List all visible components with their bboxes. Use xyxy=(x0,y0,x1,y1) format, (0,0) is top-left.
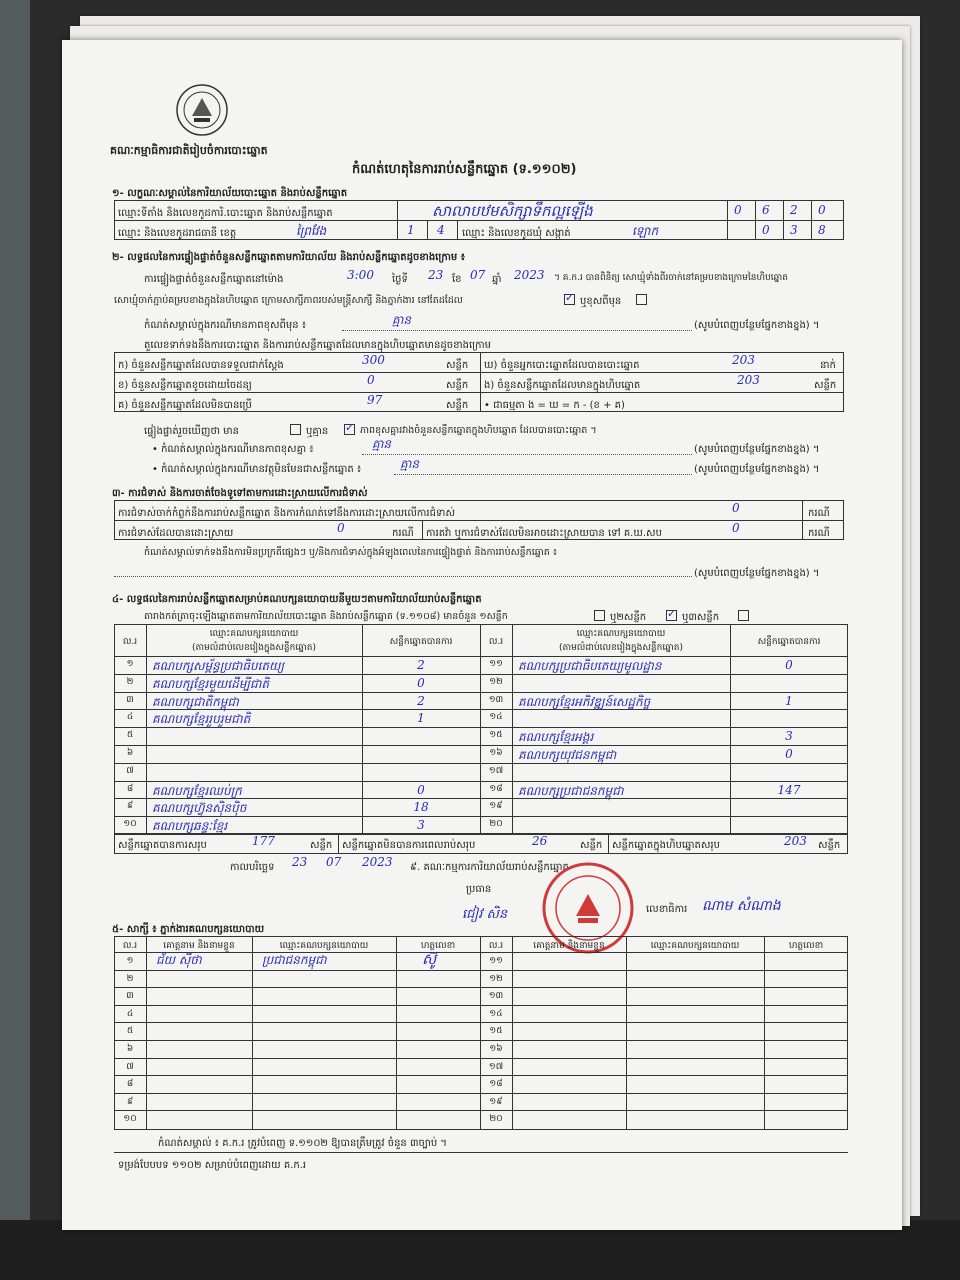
verify-time: 3:00 xyxy=(347,268,374,282)
secretary-name: ណាម សំណាង xyxy=(702,898,781,914)
province-label: ឈ្មោះ និងលេខកូដរាជធានី ខេត្ត xyxy=(118,228,237,239)
commune-code-2: 3 xyxy=(790,223,798,237)
result-party-name: គណបក្សឆន្ទៈខ្មែរ xyxy=(152,819,228,834)
result-row-number: ៣ xyxy=(126,694,134,705)
result-votes: 0 xyxy=(785,747,793,761)
result-row-number: ១៧ xyxy=(488,765,504,776)
spoiled-value: 0 xyxy=(367,373,375,387)
sum-row xyxy=(114,834,848,854)
witness-row-number: ៤ xyxy=(126,1008,134,1019)
section3-heading: ៣- ការជំទាស់ និងការចាត់ចែងទូទៅតាមការដោះស្រាយលើការជំទាស់ xyxy=(112,488,368,499)
witness-row-number: ៨ xyxy=(126,1079,134,1090)
note-fill-hint: (សូមបំពេញបន្ថែមផ្នែកខាងខ្នង) ។ xyxy=(694,320,820,331)
org-name: គណៈកម្មាធិការជាតិរៀបចំការបោះឆ្នោត xyxy=(110,144,268,157)
result-row-number: ៩ xyxy=(126,801,134,812)
verify-line-tail: ។ គ.ក.រ បានពិនិត្យ សោឃ្មុំទាំងពីរចាក់នៅគម្របខាងក្រោមនៃហិបឆ្នោត xyxy=(554,273,788,283)
result-row-number: ៥ xyxy=(126,730,134,741)
objection-row2-value: 0 xyxy=(337,521,345,535)
voters-label: ឃ) ចំនួនអ្នកបោះឆ្នោតដែលបានបោះឆ្នោត xyxy=(484,360,640,371)
changed-checkbox[interactable] xyxy=(636,294,647,305)
result-row-number: ១៨ xyxy=(489,783,503,794)
w-col-no-left: ល.រ xyxy=(122,941,138,951)
three-sheet-label: ឬ៣សន្លឹក xyxy=(682,612,720,623)
result-row-number: ១១ xyxy=(489,659,503,669)
witness-row-number: ៩ xyxy=(126,1096,134,1107)
col-no-right: ល.រ xyxy=(488,637,504,647)
unit: ករណី xyxy=(808,528,830,539)
date-day: 23 xyxy=(292,855,308,869)
result-row-number: ១០ xyxy=(123,819,137,830)
verify-year: 2023 xyxy=(514,268,545,282)
commune-code-3: 8 xyxy=(818,223,826,237)
section1-heading: ១- លក្ខណៈសម្គាល់នៃការិយាល័យបោះឆ្នោត និងរាប់សន្លឹកឆ្នោត xyxy=(112,188,348,199)
witness-row-number: ១៨ xyxy=(489,1079,503,1090)
section4-heading: ៤- លទ្ធផលនៃការរាប់សន្លឹកឆ្នោតសម្រាប់គណបក្សនយោបាយនីមួយៗតាមការិយាល័យរាប់សន្លឹកឆ្នោត xyxy=(112,594,482,605)
chair-label: ប្រធាន xyxy=(466,884,492,895)
day-label: ថ្ងៃទី xyxy=(392,274,408,285)
year-label: ឆ្នាំ xyxy=(492,274,502,285)
witness-row-number: ១៣ xyxy=(488,991,504,1002)
witness-row-number: ២០ xyxy=(489,1114,503,1125)
note-value: គ្មាន xyxy=(392,313,412,327)
unit: សន្លឹក xyxy=(818,840,841,851)
w-col-name-right: គោត្តនាម និងនាមខ្លួន xyxy=(533,941,605,951)
result-votes: 1 xyxy=(785,693,793,708)
result-votes: 3 xyxy=(785,729,793,744)
note2-fill-hint: (សូមបំពេញបន្ថែមផ្នែកខាងខ្នង) ។ xyxy=(694,444,820,455)
result-party-name: គណបក្សជាតិកម្ពុជា xyxy=(152,694,239,709)
unused-value: 97 xyxy=(367,393,383,407)
result-row-number: ៤ xyxy=(126,712,134,723)
received-label: ក) ចំនួនសន្លឹកឆ្នោតដែលបានទទួលជាក់ស្តែង xyxy=(118,360,284,371)
result-row-number: ១៥ xyxy=(489,730,503,741)
objection-row1: ការជំទាស់ចាក់កំព្លក់នឹងការរាប់សន្លឹកឆ្នោត និងការកំណត់ទៅនឹងការដោះស្រាយលើការជំទាស់ xyxy=(118,508,455,519)
note3-value: គ្មាន xyxy=(400,457,420,471)
three-sheet-checkbox[interactable] xyxy=(738,610,749,621)
col-party-left: ឈ្មោះគណបក្សនយោបាយ xyxy=(209,629,299,639)
witness-row-number: ១៥ xyxy=(489,1026,503,1037)
footer-note: កំណត់សម្គាល់ ៖ គ.ក.រ ត្រូវបំពេញ ទ.១១០២ ឱ្យបានត្រឹមត្រូវ ចំនួន ៣ច្បាប់ ។ xyxy=(158,1138,447,1149)
background-left xyxy=(0,0,30,1280)
result-row-number: ៦ xyxy=(126,748,134,758)
diff-tail: ភាពខុសគ្នារវាងចំនួនសន្លឹកឆ្នោតក្នុងហិបឆ្នោត ដែលបានបោះឆ្នោត ។ xyxy=(360,425,597,436)
location-code-4: 0 xyxy=(818,203,826,217)
spoiled-label: ខ) ចំនួនសន្លឹកឆ្នោតខូចដោយចៃដន្យ xyxy=(118,380,252,391)
location-code-3: 2 xyxy=(790,203,798,217)
formula: • ជាធម្មតា ង = ឃ = ក - (ខ + គ) xyxy=(484,400,625,411)
form-sheet xyxy=(62,40,902,1230)
w-col-sign-right: ហត្ថលេខា xyxy=(788,941,824,951)
verify-day: 23 xyxy=(428,268,444,282)
check-line: ផ្ទៀងផ្ទាត់រួចឃើញថា មាន xyxy=(144,426,240,437)
result-votes: 0 xyxy=(417,675,425,690)
sum3-label: សន្លឹកឆ្នោតក្នុងហិបឆ្នោតសរុប xyxy=(612,840,720,851)
in-box-value: 203 xyxy=(737,373,760,387)
sum1-value: 177 xyxy=(252,834,275,848)
objection-row2b-value: 0 xyxy=(732,521,740,535)
sum2-value: 26 xyxy=(532,834,548,848)
result-party-name: គណបក្សហ៊្វុនស៊ិនប៉ិច xyxy=(152,801,247,816)
result-row-number: ១៤ xyxy=(489,712,503,723)
witness-signature: ស៊ូ xyxy=(422,950,437,968)
lock-line: សោឃ្មុំចាក់ភ្ជាប់គម្របខាងក្នុងនៃហិបឆ្នោត ក្រោមសាក្សីភាពរបស់មន្ត្រីសាក្សី និងភ្នាក់ងារ នៅតែដដែល xyxy=(114,295,463,306)
w-col-no-right: ល.រ xyxy=(488,941,504,951)
note3-fill-hint: (សូមបំពេញបន្ថែមផ្នែកខាងខ្នង) ។ xyxy=(694,464,820,475)
unit: សន្លឹក xyxy=(310,840,333,851)
result-party-name: គណបក្សខ្មែរឈប់ក្រ xyxy=(152,783,242,798)
result-votes: 0 xyxy=(417,782,425,797)
two-sheet-checkbox[interactable] xyxy=(666,610,677,621)
received-value: 300 xyxy=(362,353,385,367)
result-votes: 1 xyxy=(417,711,425,726)
result-party-name: គណបក្សខ្មែរអភិវឌ្ឍន៍សេដ្ឋកិច្ច xyxy=(518,694,651,709)
location-value: សាលាបឋមសិក្សាទឹកល្អឡើង xyxy=(432,202,593,220)
w-col-name-left: គោត្តនាម និងនាមខ្លួន xyxy=(163,941,235,951)
location-code-2: 6 xyxy=(762,203,770,217)
commune-code-1: 0 xyxy=(762,223,770,237)
unit: នាក់ xyxy=(820,360,836,371)
witness-row-number: ១២ xyxy=(489,973,503,984)
witness-row-number: ៥ xyxy=(126,1026,134,1037)
col-party-right: ឈ្មោះគណបក្សនយោបាយ xyxy=(576,629,666,639)
verify-line-text: ការផ្ទៀងផ្ទាត់ចំនួនសន្លឹកឆ្នោតនៅម៉ោង xyxy=(144,274,284,285)
objection-note: កំណត់សម្គាល់ទាក់ទងនឹងការមិនប្រក្រតីផ្សេងៗ ឬ/និងការជំទាស់ក្នុងអំឡុងពេលនៃការផ្ទៀងផ្ទាត់ និងការរាប់សន្លឹកឆ្នោត ៖ xyxy=(144,547,557,558)
s4-intro: តារាងកត់ត្រាចុះឡើងឆ្នោតតាមការិយាល័យបោះឆ្នោត និងរាប់សន្លឹកឆ្នោត (ទ.១១០៨) មានចំនួន ១សន្លឹក xyxy=(144,611,508,622)
result-row-number: ១៦ xyxy=(489,748,503,758)
verify-month: 07 xyxy=(470,268,486,282)
note-label: កំណត់សម្គាល់ក្នុងករណីមានភាពខុសពីមុន ៖ xyxy=(144,320,307,331)
month-label: ខែ xyxy=(452,274,462,285)
sum1-label: សន្លឹកឆ្នោតបានការសរុប xyxy=(118,840,207,851)
result-row-number: ៧ xyxy=(126,765,134,776)
witness-row-number: ៦ xyxy=(126,1044,134,1054)
witness-row-number: ៧ xyxy=(126,1061,134,1072)
note2-label: • កំណត់សម្គាល់ក្នុងករណីមានភាពខុសគ្នា ៖ xyxy=(152,444,314,455)
result-row-number: ២ xyxy=(126,676,134,687)
result-party-name: គណបក្សខ្មែរអង្គរ xyxy=(518,730,594,745)
witness-row-number: ១៩ xyxy=(489,1096,503,1107)
same-checkbox[interactable] xyxy=(564,294,575,305)
w-col-party-left: ឈ្មោះគណបក្សនយោបាយ xyxy=(279,941,369,951)
has-diff-checkbox[interactable] xyxy=(290,424,301,435)
result-row-number: ១២ xyxy=(489,676,503,687)
witness-row-number: ១ xyxy=(126,956,134,966)
date-month: 07 xyxy=(326,855,342,869)
one-sheet-checkbox[interactable] xyxy=(594,610,605,621)
result-row-number: ១ xyxy=(126,659,134,669)
col-votes-right: សន្លឹកឆ្នោតបានការ xyxy=(757,637,821,647)
unit: សន្លឹក xyxy=(446,360,469,371)
result-votes: 18 xyxy=(413,800,429,815)
result-party-name: គណបក្សប្រជាជនកម្ពុជា xyxy=(518,783,624,798)
witness-row-number: ១១ xyxy=(489,956,503,966)
objection-row2: ការជំទាស់ដែលបានដោះស្រាយ xyxy=(118,528,234,539)
unit: សន្លឹក xyxy=(446,400,469,411)
col-votes-left: សន្លឹកឆ្នោតបានការ xyxy=(389,637,453,647)
location-code-1: 0 xyxy=(734,203,742,217)
form-title: កំណត់ហេតុនៃការរាប់សន្លឹកឆ្នោត (ទ.១១០២) xyxy=(352,162,577,177)
form-code: ទម្រង់បែបបទ ១១០២ សម្រាប់បំពេញដោយ គ.ក.រ xyxy=(118,1160,307,1171)
witness-row-number: ១៦ xyxy=(489,1044,503,1054)
witness-row-number: ៣ xyxy=(126,991,134,1002)
province-value: ព្រៃវែង xyxy=(296,224,327,238)
result-party-name: គណបក្សប្រជាធិបតេយ្យមូលដ្ឋាន xyxy=(518,659,662,673)
result-votes: 3 xyxy=(417,818,425,833)
col-party-sub-left: (តាមលំដាប់លេខរៀងក្នុងសន្លឹកឆ្នោត) xyxy=(192,643,316,653)
date-year: 2023 xyxy=(362,855,393,869)
witness-name: ជ័យ ស៊ីថា xyxy=(156,953,202,967)
objection-row2b: ការតវ៉ា ឬការជំទាស់ដែលមិនអាចដោះស្រាយបាន ទៅ គ.ឃ.សប xyxy=(426,528,662,539)
col-no-left: ល.រ xyxy=(122,637,138,647)
result-votes: 2 xyxy=(417,658,425,672)
province-code-1: 1 xyxy=(407,223,415,237)
col-party-sub-right: (តាមលំដាប់លេខរៀងក្នុងសន្លឹកឆ្នោត) xyxy=(559,643,683,653)
unit: សន្លឹក xyxy=(580,840,603,851)
witness-row-number: ១៧ xyxy=(488,1061,504,1072)
unused-label: គ) ចំនួនសន្លឹកឆ្នោតដែលមិនបានប្រើ xyxy=(118,400,252,411)
unit: ករណី xyxy=(808,508,830,519)
witness-party: ប្រជាជនកម្ពុជា xyxy=(262,953,327,967)
result-row-number: ៨ xyxy=(126,783,134,794)
witness-row-number: ២ xyxy=(126,973,134,984)
province-code-2: 4 xyxy=(437,223,445,237)
secretary-label: លេខាធិការ xyxy=(646,904,688,915)
section5-heading: ៥- សាក្សី ៖ ភ្នាក់ងារគណបក្សនយោបាយ xyxy=(112,924,265,935)
commune-label: ឈ្មោះ និងលេខកូដឃុំ សង្កាត់ xyxy=(462,228,571,239)
in-box-label: ង) ចំនួនសន្លឹកឆ្នោតដែលមានក្នុងហិបឆ្នោត xyxy=(484,380,641,391)
result-votes: 0 xyxy=(785,658,793,672)
sum3-value: 203 xyxy=(784,834,807,848)
result-party-name: គណបក្សយុវជនកម្ពុជា xyxy=(518,748,617,762)
two-sheet-label: ឬ២សន្លឹក xyxy=(610,612,647,623)
w-col-sign-left: ហត្ថលេខា xyxy=(420,941,456,951)
witness-row-number: ១៤ xyxy=(489,1008,503,1019)
w-col-party-right: ឈ្មោះគណបក្សនយោបាយ xyxy=(650,941,740,951)
commune-value: ឡោក xyxy=(632,224,659,238)
objection-row1-value: 0 xyxy=(732,501,740,515)
committee-label: ៩. គណៈកម្មការការិយាល័យរាប់សន្លឹកឆ្នោត xyxy=(410,862,569,873)
result-party-name: គណបក្សសម្ព័ន្ធប្រជាធិបតេយ្យ xyxy=(152,659,285,673)
unit: សន្លឹក xyxy=(446,380,469,391)
sum2-label: សន្លឹកឆ្នោតមិនបានការពេលរាប់សរុប xyxy=(342,840,476,851)
result-votes: 147 xyxy=(777,782,801,797)
note2-value: គ្មាន xyxy=(372,437,392,451)
witness-row-number: ១០ xyxy=(123,1114,137,1125)
unit: ករណី xyxy=(392,528,414,539)
date-label: កាលបរិច្ឆេទ xyxy=(230,862,275,873)
chair-name: ជៀវ សិន xyxy=(462,907,508,922)
result-row-number: ១៣ xyxy=(488,694,504,705)
table-intro: តួលេខទាក់ទងនឹងការបោះឆ្នោត និងការរាប់សន្លឹកឆ្នោតដែលមានក្នុងហិបឆ្នោតមានដូចខាងក្រោម xyxy=(144,340,491,351)
result-row-number: ២០ xyxy=(489,819,503,830)
changed-label: ឬខុសពីមុន xyxy=(580,296,622,307)
note3-label: • កំណត់សម្គាល់ក្នុងករណីមានវត្ថុមិនមែនជាសន្លឹកឆ្នោត ៖ xyxy=(152,464,362,475)
emblem-icon xyxy=(174,82,230,138)
result-row-number: ១៩ xyxy=(489,801,503,812)
no-diff-checkbox[interactable] xyxy=(344,424,355,435)
section2-heading: ២- លទ្ធផលនៃការផ្ទៀងផ្ទាត់ចំនួនសន្លឹកឆ្នោតតាមការិយាល័យ និងរាប់សន្លឹកឆ្នោតដូចខាងក្រោម ៖ xyxy=(112,252,466,263)
voters-value: 203 xyxy=(732,353,755,367)
result-votes: 2 xyxy=(417,693,425,708)
no-diff-label: ឬគ្មាន xyxy=(306,426,329,437)
result-party-name: គណបក្សខ្មែររួបរួមជាតិ xyxy=(152,712,251,727)
location-label: ឈ្មោះទីតាំង និងលេខកូដការិ.បោះឆ្នោត និងរាប់សន្លឹកឆ្នោត xyxy=(118,208,333,219)
result-party-name: គណបក្សខ្មែរមួយដើម្បីជាតិ xyxy=(152,676,270,691)
unit: សន្លឹក xyxy=(814,380,837,391)
objection-fill-hint: (សូមបំពេញបន្ថែមផ្នែកខាងខ្នង) ។ xyxy=(694,568,820,579)
